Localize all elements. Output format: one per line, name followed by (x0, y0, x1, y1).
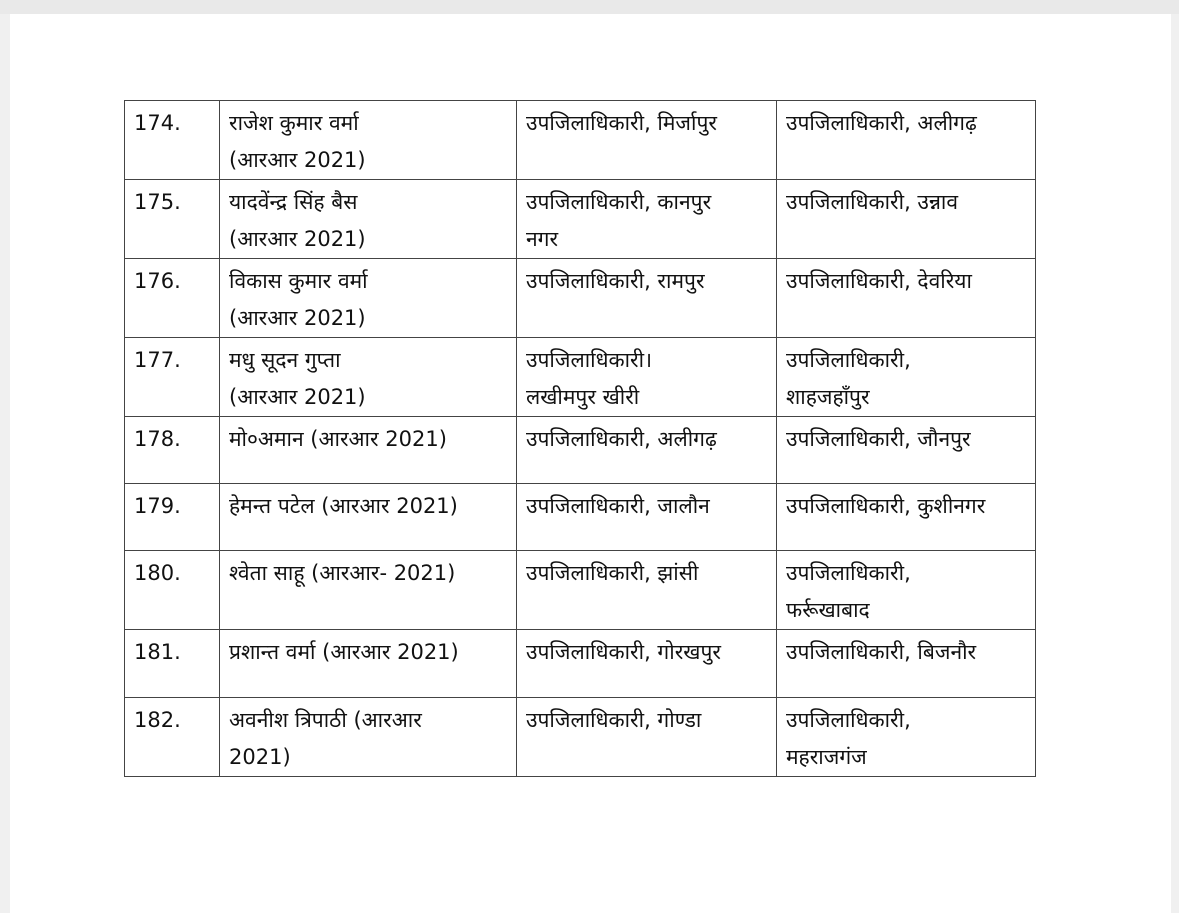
transfer-table (124, 100, 1036, 777)
current-posting-cell (517, 417, 777, 484)
serial-number: 176. (134, 269, 181, 293)
new-posting-cell (777, 338, 1036, 417)
serial-number: 178. (134, 427, 181, 451)
current-posting-line: उपजिलाधिकारी। (526, 348, 653, 372)
officer-name-cell (220, 259, 517, 338)
serial-number: 175. (134, 190, 181, 214)
officer-name-line: राजेश कुमार वर्मा (229, 111, 359, 135)
serial-number-cell (125, 630, 220, 698)
officer-name-line: विकास कुमार वर्मा (229, 269, 368, 293)
current-posting-line: उपजिलाधिकारी, गोरखपुर (526, 640, 721, 664)
officer-name-line: मधु सूदन गुप्ता (229, 348, 341, 372)
officer-name-line: मो०अमान (आरआर 2021) (229, 427, 447, 451)
serial-number-cell (125, 698, 220, 777)
current-posting-line: उपजिलाधिकारी, झांसी (526, 561, 699, 585)
new-posting-line: महराजगंज (786, 745, 867, 769)
table-row (125, 630, 1036, 698)
table-row (125, 484, 1036, 551)
new-posting-cell (777, 630, 1036, 698)
officer-name-line: यादवेंन्द्र सिंह बैस (229, 190, 358, 214)
serial-number: 174. (134, 111, 181, 135)
officer-name-line: (आरआर 2021) (229, 385, 366, 409)
officer-name-line: प्रशान्त वर्मा (आरआर 2021) (229, 640, 459, 664)
officer-name-cell (220, 101, 517, 180)
current-posting-cell (517, 259, 777, 338)
table-row (125, 338, 1036, 417)
serial-number-cell (125, 484, 220, 551)
table-row (125, 698, 1036, 777)
new-posting-cell (777, 417, 1036, 484)
new-posting-line: उपजिलाधिकारी, देवरिया (786, 269, 972, 293)
new-posting-line: उपजिलाधिकारी, (786, 708, 911, 732)
new-posting-cell (777, 698, 1036, 777)
table-row (125, 551, 1036, 630)
new-posting-line: फर्रूखाबाद (786, 598, 870, 622)
officer-name-line: हेमन्त पटेल (आरआर 2021) (229, 494, 458, 518)
new-posting-line: शाहजहाँपुर (786, 385, 870, 409)
officer-name-cell (220, 630, 517, 698)
new-posting-cell (777, 101, 1036, 180)
current-posting-line: नगर (526, 227, 559, 251)
new-posting-line: उपजिलाधिकारी, जौनपुर (786, 427, 971, 451)
serial-number: 181. (134, 640, 181, 664)
officer-name-line: (आरआर 2021) (229, 306, 366, 330)
officer-name-line: अवनीश त्रिपाठी (आरआर (229, 708, 422, 732)
officer-name-line: (आरआर 2021) (229, 148, 366, 172)
serial-number: 182. (134, 708, 181, 732)
officer-name-cell (220, 338, 517, 417)
officer-name-cell (220, 484, 517, 551)
serial-number-cell (125, 551, 220, 630)
current-posting-line: उपजिलाधिकारी, गोण्डा (526, 708, 702, 732)
serial-number: 179. (134, 494, 181, 518)
table-row (125, 180, 1036, 259)
officer-name-line: 2021) (229, 745, 291, 769)
current-posting-line: उपजिलाधिकारी, रामपुर (526, 269, 705, 293)
transfer-table-body (125, 101, 1036, 777)
serial-number: 177. (134, 348, 181, 372)
current-posting-cell (517, 484, 777, 551)
new-posting-cell (777, 484, 1036, 551)
new-posting-cell (777, 180, 1036, 259)
current-posting-cell (517, 101, 777, 180)
current-posting-cell (517, 338, 777, 417)
current-posting-cell (517, 630, 777, 698)
top-shade (0, 0, 1179, 14)
serial-number-cell (125, 417, 220, 484)
current-posting-line: उपजिलाधिकारी, कानपुर (526, 190, 712, 214)
new-posting-line: उपजिलाधिकारी, उन्नाव (786, 190, 959, 214)
new-posting-line: उपजिलाधिकारी, (786, 348, 911, 372)
new-posting-line: उपजिलाधिकारी, अलीगढ़ (786, 111, 977, 135)
officer-name-cell (220, 180, 517, 259)
serial-number-cell (125, 180, 220, 259)
serial-number: 180. (134, 561, 181, 585)
serial-number-cell (125, 259, 220, 338)
current-posting-line: उपजिलाधिकारी, मिर्जापुर (526, 111, 717, 135)
serial-number-cell (125, 101, 220, 180)
new-posting-line: उपजिलाधिकारी, (786, 561, 911, 585)
officer-name-line: श्वेता साहू (आरआर- 2021) (229, 561, 456, 585)
table-row (125, 101, 1036, 180)
new-posting-line: उपजिलाधिकारी, बिजनौर (786, 640, 977, 664)
current-posting-cell (517, 180, 777, 259)
officer-name-cell (220, 417, 517, 484)
current-posting-line: लखीमपुर खीरी (526, 385, 640, 409)
serial-number-cell (125, 338, 220, 417)
table-row (125, 259, 1036, 338)
officer-name-cell (220, 698, 517, 777)
current-posting-cell (517, 551, 777, 630)
officer-name-cell (220, 551, 517, 630)
new-posting-line: उपजिलाधिकारी, कुशीनगर (786, 494, 986, 518)
officer-name-line: (आरआर 2021) (229, 227, 366, 251)
current-posting-line: उपजिलाधिकारी, अलीगढ़ (526, 427, 717, 451)
current-posting-cell (517, 698, 777, 777)
new-posting-cell (777, 259, 1036, 338)
new-posting-cell (777, 551, 1036, 630)
current-posting-line: उपजिलाधिकारी, जालौन (526, 494, 710, 518)
table-row (125, 417, 1036, 484)
